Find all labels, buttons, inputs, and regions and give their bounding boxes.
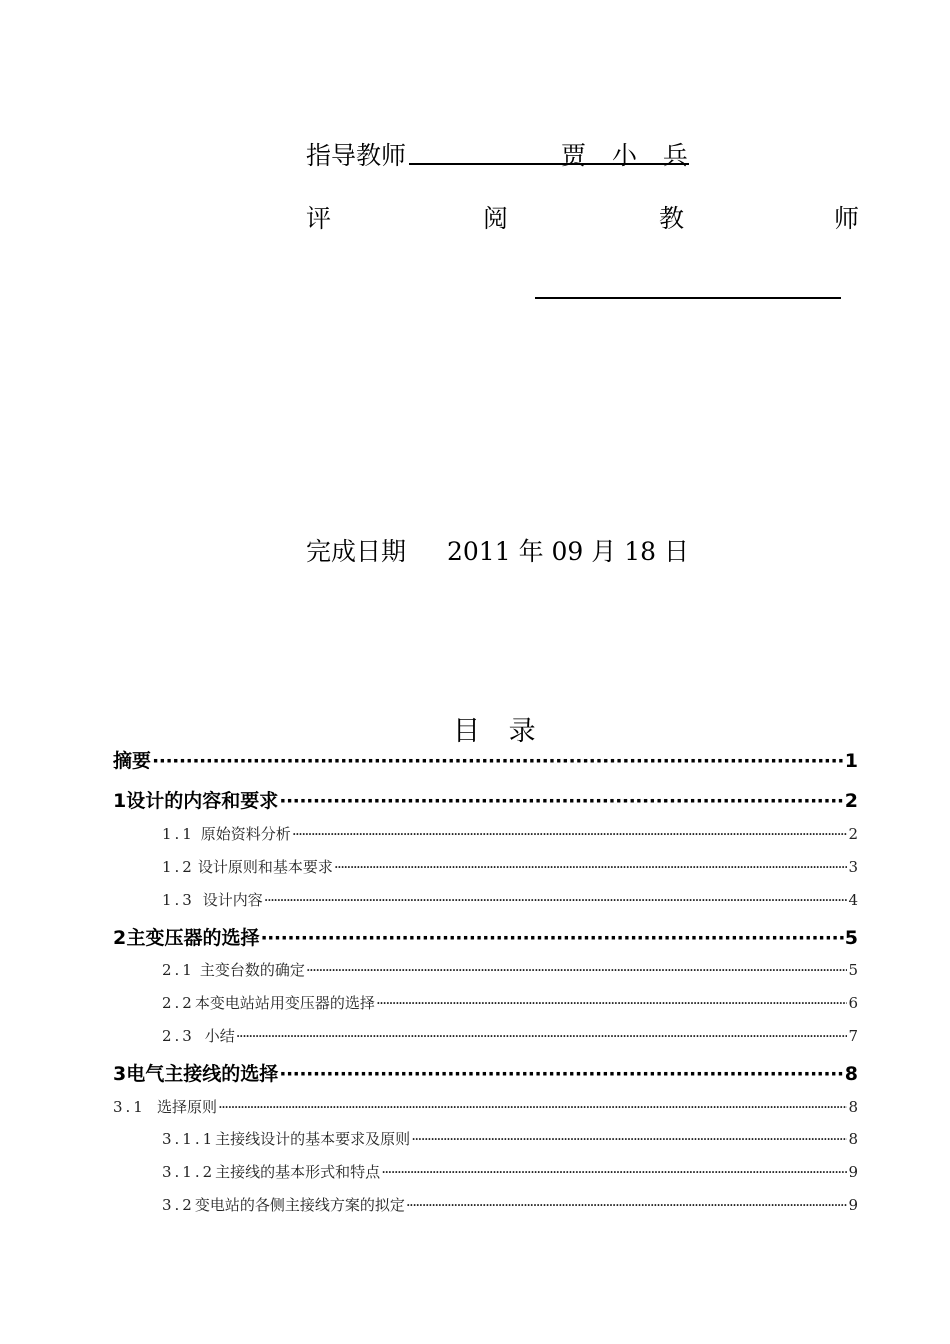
reviewer-char-4: 师	[834, 204, 860, 233]
toc-entry-page: 8	[848, 1098, 858, 1116]
toc-entry-number: 1.1	[162, 825, 195, 843]
toc-entry-chapter-3[interactable]	[113, 1059, 858, 1086]
toc-entry-label: 选择原则	[156, 1098, 217, 1116]
toc-leader-dots	[376, 994, 848, 1012]
toc-entry-label: 摘要	[113, 750, 152, 772]
toc-entry-number: 1.2	[162, 858, 195, 876]
toc-leader-dots	[279, 1063, 844, 1085]
toc-entry-page: 1	[844, 750, 858, 772]
toc-entry-label: 电气主接线的选择	[126, 1063, 279, 1085]
toc-leader-dots	[279, 790, 844, 812]
toc-entry-label: 设计原则和基本要求	[197, 858, 333, 876]
toc-leader-dots	[218, 1098, 847, 1116]
toc-entry-section-1-3[interactable]	[162, 889, 858, 910]
completion-date: 2011 年 09 月 18 日	[447, 537, 689, 566]
toc-entry-section-2-2[interactable]	[162, 992, 858, 1013]
toc-title: 目 录	[453, 716, 546, 747]
toc-entry-label: 原始资料分析	[200, 825, 291, 843]
toc-entry-number: 3	[113, 1063, 127, 1085]
toc-entry-label: 主接线的基本形式和特点	[215, 1163, 381, 1181]
toc-entry-number: 3.1.1	[162, 1130, 216, 1148]
toc-entry-page: 4	[848, 891, 858, 909]
toc-entry-section-3-1-1[interactable]	[162, 1128, 858, 1149]
toc-entry-number: 3.1	[113, 1098, 146, 1116]
toc-entry-page: 2	[848, 825, 858, 843]
reviewer-underline	[535, 297, 841, 299]
toc-leader-dots	[260, 927, 843, 949]
reviewer-char-1: 评	[306, 204, 332, 233]
advisor-label: 指导教师	[306, 141, 407, 170]
toc-entry-page: 9	[848, 1163, 858, 1181]
toc-leader-dots	[264, 891, 848, 909]
toc-entry-label: 设计的内容和要求	[126, 790, 279, 812]
toc-entry-abstract[interactable]	[113, 746, 858, 773]
toc-entry-chapter-2[interactable]	[113, 923, 858, 950]
toc-entry-page: 7	[848, 1027, 858, 1045]
toc-leader-dots	[334, 858, 848, 876]
toc-entry-label: 变电站的各侧主接线方案的拟定	[194, 1196, 405, 1214]
toc-entry-section-3-1[interactable]	[113, 1096, 858, 1117]
toc-entry-number: 1.3	[162, 891, 195, 909]
toc-entry-section-2-1[interactable]	[162, 959, 858, 980]
toc-entry-number: 2	[113, 927, 127, 949]
toc-leader-dots	[306, 961, 848, 979]
toc-leader-dots	[236, 1027, 848, 1045]
reviewer-char-2: 阅	[483, 204, 509, 233]
toc-entry-number: 3.1.2	[162, 1163, 216, 1181]
toc-entry-page: 5	[844, 927, 858, 949]
toc-entry-chapter-1[interactable]	[113, 786, 858, 813]
toc-entry-number: 3.2	[162, 1196, 195, 1214]
toc-entry-page: 8	[844, 1063, 858, 1085]
reviewer-char-3: 教	[659, 204, 685, 233]
toc-entry-label: 设计内容	[202, 891, 263, 909]
toc-entry-label: 主变压器的选择	[126, 927, 260, 949]
toc-leader-dots	[406, 1196, 848, 1214]
toc-entry-section-2-3[interactable]	[162, 1025, 858, 1046]
toc-entry-label: 小结	[204, 1027, 235, 1045]
toc-entry-number: 2.3	[162, 1027, 195, 1045]
toc-entry-label: 主接线设计的基本要求及原则	[215, 1130, 411, 1148]
toc-entry-section-3-2[interactable]	[162, 1194, 858, 1215]
toc-leader-dots	[292, 825, 848, 843]
toc-entry-label: 主变台数的确定	[199, 961, 305, 979]
toc-leader-dots	[411, 1130, 847, 1148]
toc-entry-section-1-2[interactable]	[162, 856, 858, 877]
toc-entry-number: 2.1	[162, 961, 195, 979]
toc-entry-label: 本变电站站用变压器的选择	[194, 994, 375, 1012]
toc-entry-page: 8	[848, 1130, 858, 1148]
toc-entry-page: 3	[848, 858, 858, 876]
toc-leader-dots	[381, 1163, 847, 1181]
toc-entry-section-3-1-2[interactable]	[162, 1161, 858, 1182]
toc-leader-dots	[152, 750, 844, 772]
toc-entry-number: 2.2	[162, 994, 195, 1012]
toc-entry-page: 6	[848, 994, 858, 1012]
toc-entry-number: 1	[113, 790, 127, 812]
advisor-name: 贾 小 兵	[561, 141, 688, 170]
toc-entry-page: 2	[844, 790, 858, 812]
toc-entry-page: 5	[848, 961, 858, 979]
completion-label: 完成日期	[306, 537, 407, 566]
toc-entry-section-1-1[interactable]	[162, 823, 858, 844]
toc-entry-page: 9	[848, 1196, 858, 1214]
